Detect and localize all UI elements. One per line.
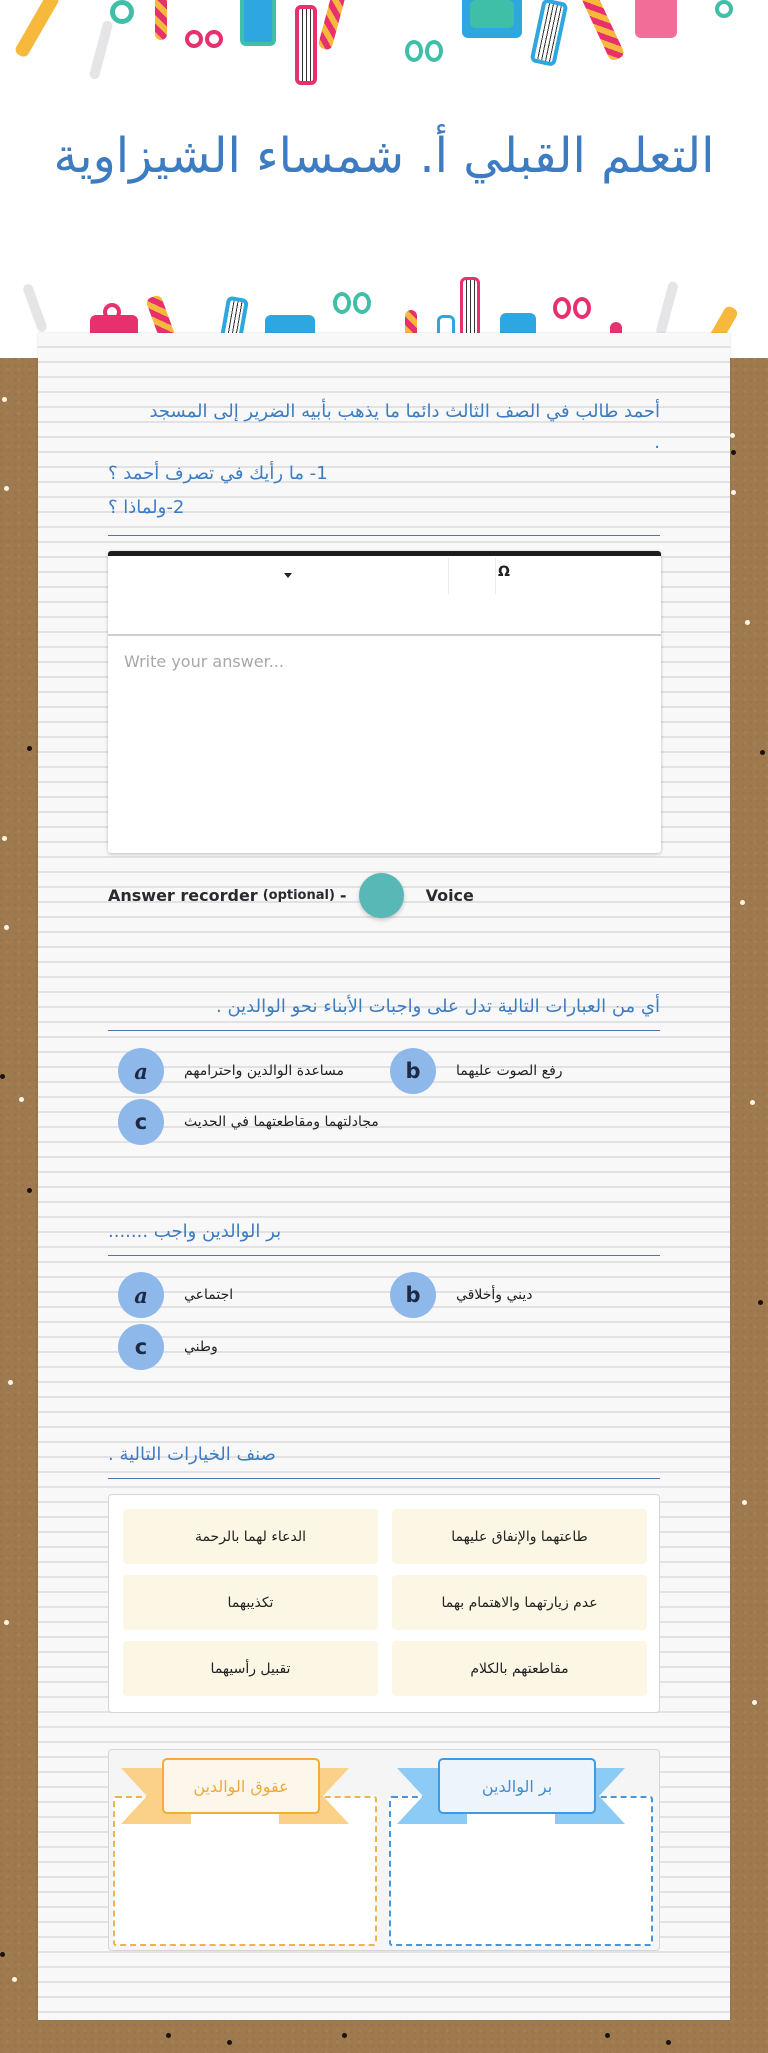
- option-letter-a: a: [118, 1272, 164, 1318]
- special-character-button[interactable]: Ω: [498, 564, 510, 580]
- school-supplies-decoration-bottom: [0, 265, 768, 335]
- board-dot: [731, 450, 736, 455]
- drag-card[interactable]: الدعاء لهما بالرحمة: [123, 1509, 378, 1564]
- format-dropdown[interactable]: [108, 556, 448, 594]
- option-letter-c: c: [118, 1324, 164, 1370]
- option-b[interactable]: [390, 1272, 533, 1318]
- option-text: مساعدة الوالدين واحترامهم: [184, 1063, 345, 1079]
- classification-buckets: [108, 1749, 660, 1951]
- option-a[interactable]: [118, 1272, 233, 1318]
- toolbar-separator: [495, 558, 496, 594]
- bucket-label-aqooq: عقوق الوالدين: [162, 1758, 320, 1814]
- question-2-text: أي من العبارات التالية تدل على واجبات الأبناء نحو الوالدين .: [216, 996, 660, 1017]
- answer-input[interactable]: [108, 638, 661, 848]
- question-3: [108, 1215, 660, 1256]
- drag-card[interactable]: طاعتهما والإنفاق عليهما: [392, 1509, 647, 1564]
- editor-toolbar: [108, 556, 661, 636]
- board-dot: [166, 2033, 171, 2038]
- recorder-optional-label: (optional): [262, 887, 335, 903]
- board-dot: [750, 1100, 755, 1105]
- voice-label: Voice: [425, 885, 474, 905]
- caret-down-icon: [284, 573, 292, 578]
- question-divider: [108, 1030, 660, 1031]
- board-dot: [27, 746, 32, 751]
- question-divider: [108, 1255, 660, 1256]
- board-dot: [12, 1977, 17, 1982]
- option-text: مجادلتهما ومقاطعتهما في الحديث: [184, 1114, 379, 1130]
- board-dot: [752, 1700, 757, 1705]
- board-dot: [0, 1074, 5, 1079]
- drag-card[interactable]: تكذيبهما: [123, 1575, 378, 1630]
- question-2: [108, 990, 660, 1031]
- question-4-text: صنف الخيارات التالية .: [108, 1444, 276, 1465]
- recorder-label: Answer recorder: [108, 885, 258, 905]
- recorder-dash: -: [339, 885, 347, 905]
- board-dot: [745, 620, 750, 625]
- drag-card[interactable]: مقاطعتهم بالكلام: [392, 1641, 647, 1696]
- board-dot: [342, 2033, 347, 2038]
- board-dot: [666, 2040, 671, 2045]
- header-banner: [0, 0, 768, 358]
- board-dot: [605, 2033, 610, 2038]
- question-divider: [108, 535, 660, 536]
- question-1-line: 2-ولماذا ؟: [108, 497, 185, 518]
- question-1-text: [108, 395, 660, 525]
- board-dot: [4, 486, 9, 491]
- option-letter-c: c: [118, 1099, 164, 1145]
- option-b[interactable]: [390, 1048, 563, 1094]
- question-1-line: أحمد طالب في الصف الثالث دائما ما يذهب بأبيه الضرير إلى المسجد: [149, 401, 660, 422]
- toolbar-separator: [448, 558, 449, 594]
- option-a[interactable]: [118, 1048, 344, 1094]
- board-dot: [742, 1500, 747, 1505]
- board-dot: [740, 900, 745, 905]
- classification-cards-pool: [108, 1494, 660, 1713]
- option-letter-b: b: [390, 1048, 436, 1094]
- question-1-line: .: [654, 432, 660, 453]
- answer-editor: [108, 551, 661, 853]
- drag-card[interactable]: تقبيل رأسيهما: [123, 1641, 378, 1696]
- bucket-label-birr: بر الوالدين: [438, 1758, 596, 1814]
- board-dot: [2, 397, 7, 402]
- page-title: التعلم القبلي أ. شمساء الشيزاوية: [53, 128, 715, 184]
- board-dot: [731, 490, 736, 495]
- board-dot: [19, 1097, 24, 1102]
- answer-recorder: [108, 872, 474, 918]
- board-dot: [27, 1188, 32, 1193]
- option-text: ديني وأخلاقي: [456, 1287, 533, 1303]
- board-dot: [730, 433, 735, 438]
- board-dot: [758, 1300, 763, 1305]
- board-dot: [0, 1952, 5, 1957]
- question-1: [108, 395, 660, 536]
- board-dot: [227, 2040, 232, 2045]
- board-dot: [2, 836, 7, 841]
- board-dot: [4, 925, 9, 930]
- board-dot: [760, 750, 765, 755]
- question-4: [108, 1438, 660, 1479]
- question-1-line: 1- ما رأيك في تصرف أحمد ؟: [108, 463, 328, 484]
- option-c[interactable]: [118, 1099, 379, 1145]
- board-dot: [4, 1620, 9, 1625]
- option-text: اجتماعي: [184, 1287, 234, 1303]
- option-letter-a: a: [118, 1048, 164, 1094]
- drag-card[interactable]: عدم زيارتهما والاهتمام بهما: [392, 1575, 647, 1630]
- option-text: رفع الصوت عليهما: [456, 1063, 563, 1079]
- question-divider: [108, 1478, 660, 1479]
- option-c[interactable]: [118, 1324, 218, 1370]
- option-text: وطني: [184, 1339, 218, 1355]
- question-3-text: بر الوالدين واجب .......: [108, 1221, 282, 1242]
- board-dot: [8, 1380, 13, 1385]
- record-voice-button[interactable]: [359, 873, 404, 918]
- option-letter-b: b: [390, 1272, 436, 1318]
- school-supplies-decoration-top: [0, 0, 768, 90]
